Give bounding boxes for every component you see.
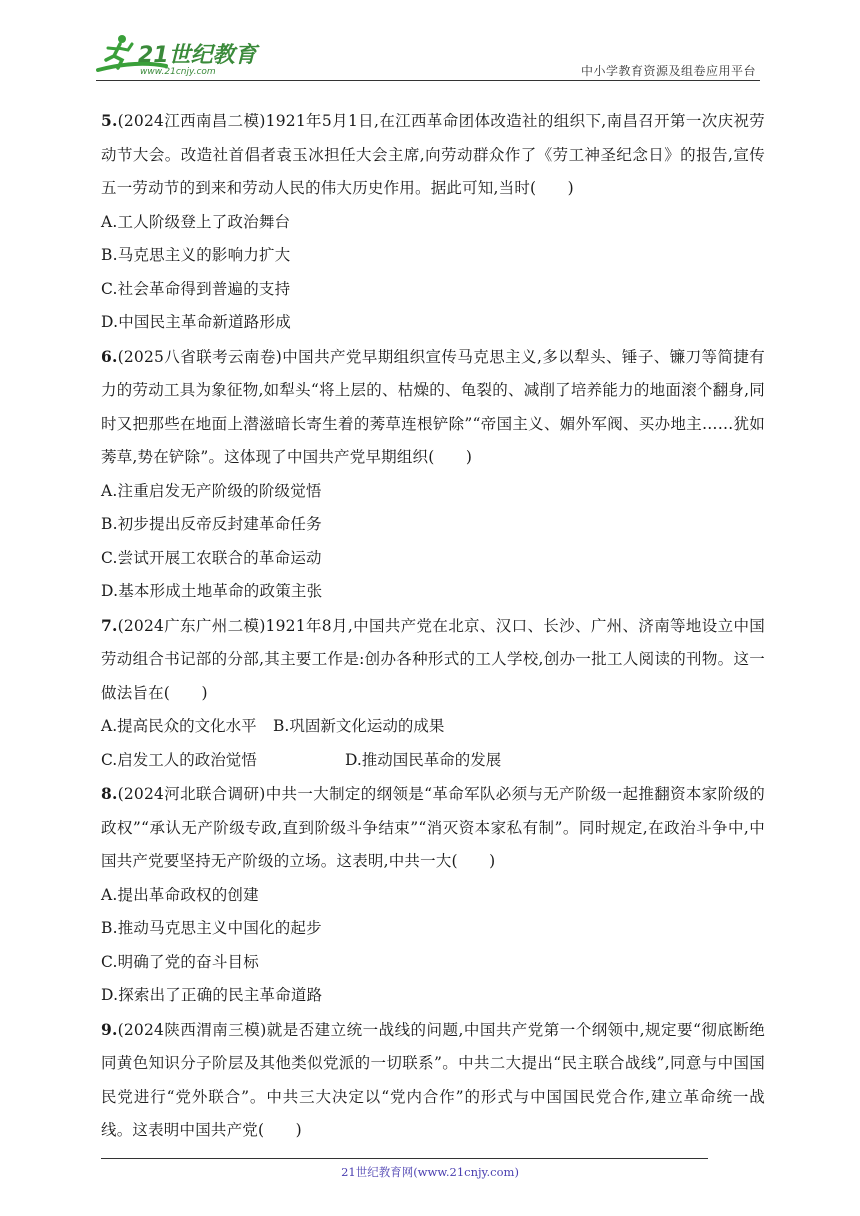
option-b: B.推动马克思主义中国化的起步 [101,919,322,937]
header-divider [96,80,760,81]
option-d: D.探索出了正确的民主革命道路 [101,986,323,1004]
question-stem: 7.(2024广东广州二模)1921年8月,中国共产党在北京、汉口、长沙、广州、济南等地设立中国劳动组合书记部的分部,其主要工作是:创办各种形式的工人学校,创办一批工人阅读的刊物。这一做法旨在( ) [101,615,765,702]
option-c: C.启发工人的政治觉悟 [101,750,257,769]
option-a: A.提高民众的文化水平 [101,717,257,735]
question-8 [101,777,765,1013]
svg-text:www.21cnjy.com: www.21cnjy.com [140,67,216,77]
runner-logo-icon [96,30,266,78]
question-stem: 8.(2024河北联合调研)中共一大制定的纲领是“革命军队必须与无产阶级一起推翻资本家阶级的政权”“承认无产阶级专政,直到阶级斗争结束”“消灭资本家私有制”。同时规定,在政治斗争中,中国共产党要坚持无产阶级的立场。这表明,中共一大( ) [101,784,765,870]
site-logo[interactable] [96,30,266,78]
question-number: 8. [101,784,118,803]
question-9 [101,1013,765,1148]
question-list [101,104,765,1148]
option-c: C.尝试开展工农联合的革命运动 [101,548,322,567]
question-stem: 5.(2024江西南昌二模)1921年5月1日,在江西革命团体改造社的组织下,南昌召开第一次庆祝劳动节大会。改造社首倡者袁玉冰担任大会主席,向劳动群众作了《劳工神圣纪念日》的报告,宣传五一劳动节的到来和劳动人民的伟大历史作用。据此可知,当时( ) [101,111,765,197]
option-c: C.社会革命得到普遍的支持 [101,279,291,298]
question-stem: 6.(2025八省联考云南卷)中国共产党早期组织宣传马克思主义,多以犁头、锤子、镰刀等简捷有力的劳动工具为象征物,如犁头“将上层的、枯燥的、龟裂的、减削了培养能力的地面滚个翻身,同时又把那些在地面上潜滋暗长寄生着的莠草连根铲除”“帝国主义、媚外军阀、买办地主……犹如莠草,势在铲除”。这体现了中国共产党早期组织( ) [101,346,765,466]
question-number: 6. [101,346,118,366]
question-7 [101,609,765,778]
option-row [101,744,765,778]
question-number: 7. [101,615,118,635]
option-d: D.中国民主革命新道路形成 [101,313,291,331]
question-6 [101,340,765,609]
option-a: A.提出革命政权的创建 [101,885,259,904]
option-a: A.工人阶级登上了政治舞台 [101,212,291,231]
option-row [101,710,765,744]
page-header [96,30,760,82]
question-number: 5. [101,111,118,130]
option-b: B.巩固新文化运动的成果 [273,717,445,735]
svg-text:21世纪教育: 21世纪教育 [138,43,257,68]
footer-link[interactable]: 21世纪教育网(www.21cnjy.com) [341,1165,519,1179]
question-stem: 9.(2024陕西渭南三模)就是否建立统一战线的问题,中国共产党第一个纲领中,规定要“彻底断绝同黄色知识分子阶层及其他类似党派的一切联系”。中共二大提出“民主联合战线”,同意与中国国民党进行“党外联合”。中共三大决定以“党内合作”的形式与中国国民党合作,建立革命统一战线。这表明中国共产党( ) [101,1019,765,1139]
platform-name: 中小学教育资源及组卷应用平台 [580,64,756,78]
option-b: B.初步提出反帝反封建革命任务 [101,515,322,533]
option-a: A.注重启发无产阶级的阶级觉悟 [101,481,322,500]
option-d: D.推动国民革命的发展 [345,750,502,769]
question-number: 9. [101,1019,118,1039]
footer-divider [101,1158,708,1159]
question-5 [101,104,765,340]
option-b: B.马克思主义的影响力扩大 [101,246,291,264]
option-c: C.明确了党的奋斗目标 [101,952,259,971]
option-d: D.基本形成土地革命的政策主张 [101,582,323,600]
